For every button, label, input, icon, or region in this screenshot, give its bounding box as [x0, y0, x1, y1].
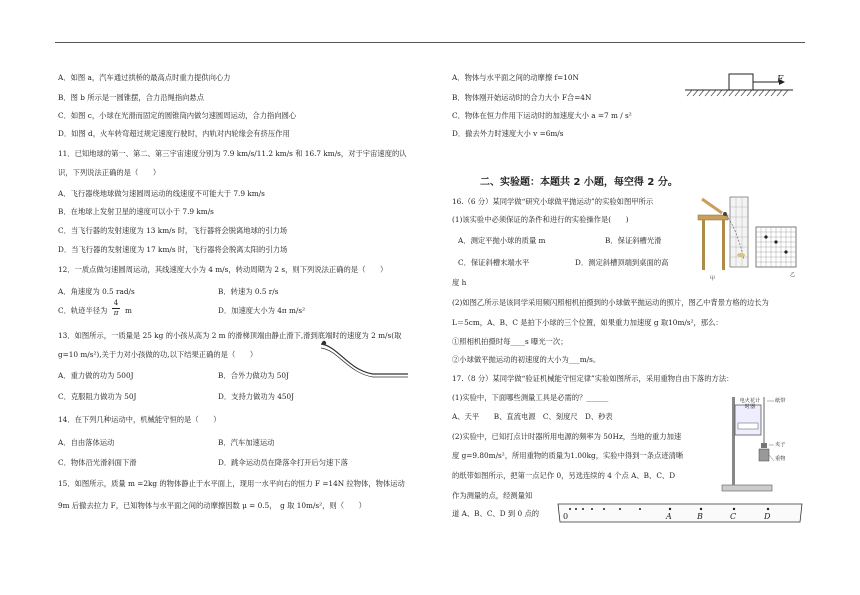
section-2-title: 二、实验题：本题共 2 小题，每空得 2 分。 [480, 177, 678, 188]
q15-stem-2: 9m 后撤去拉力 F，已知物体与水平面之间的动摩擦因数 μ = 0.5， g 取 10m/s²，则（ ） [58, 501, 366, 510]
figure-yi-label: 乙 [790, 272, 796, 278]
timer-label: 电火花计时器 [739, 398, 761, 410]
q17-part-2-line-2: 度 g=9.80m/s²，所用重物的质量为1.00kg，实验中得到一条点迹清晰 [452, 451, 684, 460]
q12-option-c-prefix: C．轨迹半径为 [58, 306, 108, 315]
q17-part-1: (1)实验中，下面哪些测量工具是必需的？______ [452, 393, 609, 402]
q14-option-b: B．汽车加速运动 [218, 438, 275, 447]
q13-option-b: B．合外力做功为 50J [218, 371, 289, 380]
q16-option-d-cont: 度 h [452, 278, 467, 287]
q14-stem: 14．在下列几种运动中，机械能守恒的是（ ） [58, 415, 221, 424]
q11-option-c: C．当飞行器的发射速度为 13 km/s 时，飞行器将会脱离地球的引力场 [58, 226, 288, 235]
q11-stem-1: 11．已知地球的第一、第二、第三宇宙速度分别为 7.9 km/s/11.2 km/s 和 16.7 km/s，对于宇宙速度的认 [58, 149, 407, 158]
q17-part-2-line-3: 的纸带如图所示，把第一点记作 0，另选连续的 4 个点 A、B、C、D [452, 471, 676, 480]
q13-option-d: D．支持力做功为 450J [218, 392, 295, 401]
q10-option-b: B．图 b 所示是一圆锥摆，合力沿绳指向悬点 [58, 93, 205, 102]
q17-part-2-line-5: 道 A、B、C、D 到 0 点的 [452, 509, 540, 518]
q16-stem: 16.（6 分）某同学做“研究小球做平抛运动”的实验如图甲所示 [452, 197, 654, 206]
q16-blank-1: ①照相机拍摄时每____s 曝光一次； [452, 337, 568, 346]
q17-part-2-line-1: (2)实验中，已知打点计时器所用电源的频率为 50Hz，当地的重力加速 [452, 432, 682, 441]
q12-stem: 12．一质点做匀速圆周运动，其线速度大小为 4 m/s，转动周期为 2 s，则下列说法正确的是（ ） [58, 265, 388, 274]
q15-option-a: A．物体与水平面之间的动摩擦 f=10N [452, 73, 579, 82]
force-label: F [777, 75, 784, 85]
q17-stem: 17.（8 分）某同学做“验证机械能守恒定律”实验如图所示，采用重物自由下落的方法： [452, 374, 734, 383]
q15-option-c: C．物体在恒力作用下运动时的加速度大小 a =7 m / s² [452, 111, 632, 120]
q11-option-b: B．在地球上发射卫星的速度可以小于 7.9 km/s [58, 207, 214, 216]
q12-option-d: D．加速度大小为 4π m/s² [218, 306, 306, 315]
q12-option-a: A．角速度为 0.5 rad/s [58, 287, 135, 296]
figure-jia-label: 甲 [710, 276, 716, 282]
q13-stem-1: 13．如图所示，一质量是 25 kg 的小孩从高为 2 m 的滑梯顶端由静止滑下,滑到底端时的速度为 2 m/s(取 [58, 331, 402, 340]
q12-option-c-unit: m [125, 306, 132, 315]
tape-label-b: B [697, 512, 703, 521]
q15-option-b: B．物体刚开始运动时的合力大小 F合=4N [452, 93, 592, 102]
clip-label: 夹子 [775, 442, 786, 448]
tape-label-0: 0 [563, 512, 569, 521]
tape-label-a: A [666, 512, 672, 521]
q10-option-d: D．如图 d，火车转弯超过规定速度行驶时，内轨对内轮缘会有挤压作用 [58, 129, 290, 138]
q16-option-d: D．测定斜槽顶端到桌面的高 [575, 258, 669, 267]
q11-stem-2: 识，下列说法正确的是（ ） [58, 168, 161, 177]
projectile-apparatus-figure [696, 193, 752, 275]
q15-option-d: D．撤去外力时速度大小 v =6m/s [452, 129, 564, 138]
q17-part-2-line-4: 作为测量的点，经测量知 [452, 491, 533, 500]
q14-option-a: A．自由落体运动 [58, 438, 115, 447]
q14-option-d: D．跳伞运动员在降落伞打开后匀速下落 [218, 458, 348, 467]
q12-option-b: B．转速为 0.5 r/s [218, 287, 279, 296]
q13-option-a: A．重力做的功为 500J [58, 371, 134, 380]
projectile-grid-figure [755, 226, 797, 270]
tape-label-d: D [764, 512, 771, 521]
q15-stem-1: 15．如图所示，质量 m =2kg 的物体静止于水平面上，现用一水平向右的恒力 F =14N 拉物体，物体运动 [58, 479, 405, 488]
q11-option-a: A．飞行器绕地球做匀速圆周运动的线速度不可能大于 7.9 km/s [58, 189, 265, 198]
q16-option-c: C．保证斜槽末端水平 [458, 258, 530, 267]
tape-label: 纸带 [775, 398, 786, 404]
q16-part-2-line-2: L＝5cm，A、B、C 是拍下小球的三个位置，如果重力加速度 g 取10m/s²，那么： [452, 318, 723, 327]
q12-fraction-numerator: 4 [113, 299, 119, 307]
slide-figure [318, 340, 410, 380]
q16-part-2-line-1: (2)如图乙所示是该同学采用频闪照相机拍摄到的小球做平抛运动的照片，图乙中背景方格的边长为 [452, 298, 769, 307]
q11-option-d: D．当飞行器的发射速度为 17 km/s 时，飞行器将会脱离太阳的引力场 [58, 245, 288, 254]
q16-blank-2: ②小球做平抛运动的初速度的大小为___m/s。 [452, 355, 601, 364]
q13-stem-2: g=10 m/s²),关于力对小孩做的功,以下结果正确的是（ ） [58, 350, 258, 359]
q16-option-a: A．测定平抛小球的质量 m [458, 236, 546, 245]
q10-option-a: A．如图 a，汽车通过拱桥的最高点时重力提供向心力 [58, 73, 231, 82]
q10-option-c: C．如图 c，小球在光滑而固定的圆锥筒内做匀速圆周运动，合力指向圆心 [58, 111, 297, 120]
q16-part-1: (1)该实验中必须保证的条件和进行的实验操作是( ) [452, 215, 629, 224]
tape-label-c: C [730, 512, 737, 521]
q13-option-c: C．克服阻力做功为 50J [58, 392, 137, 401]
header-rule [55, 42, 805, 43]
q17-options: A、天平 B、直流电源 C、刻度尺 D、秒表 [452, 412, 613, 421]
q16-option-b: B．保证斜槽光滑 [605, 236, 662, 245]
q12-fraction-denominator: π [113, 309, 119, 317]
q14-option-c: C．物体沿光滑斜面下滑 [58, 458, 137, 467]
weight-label: 重物 [775, 456, 786, 462]
